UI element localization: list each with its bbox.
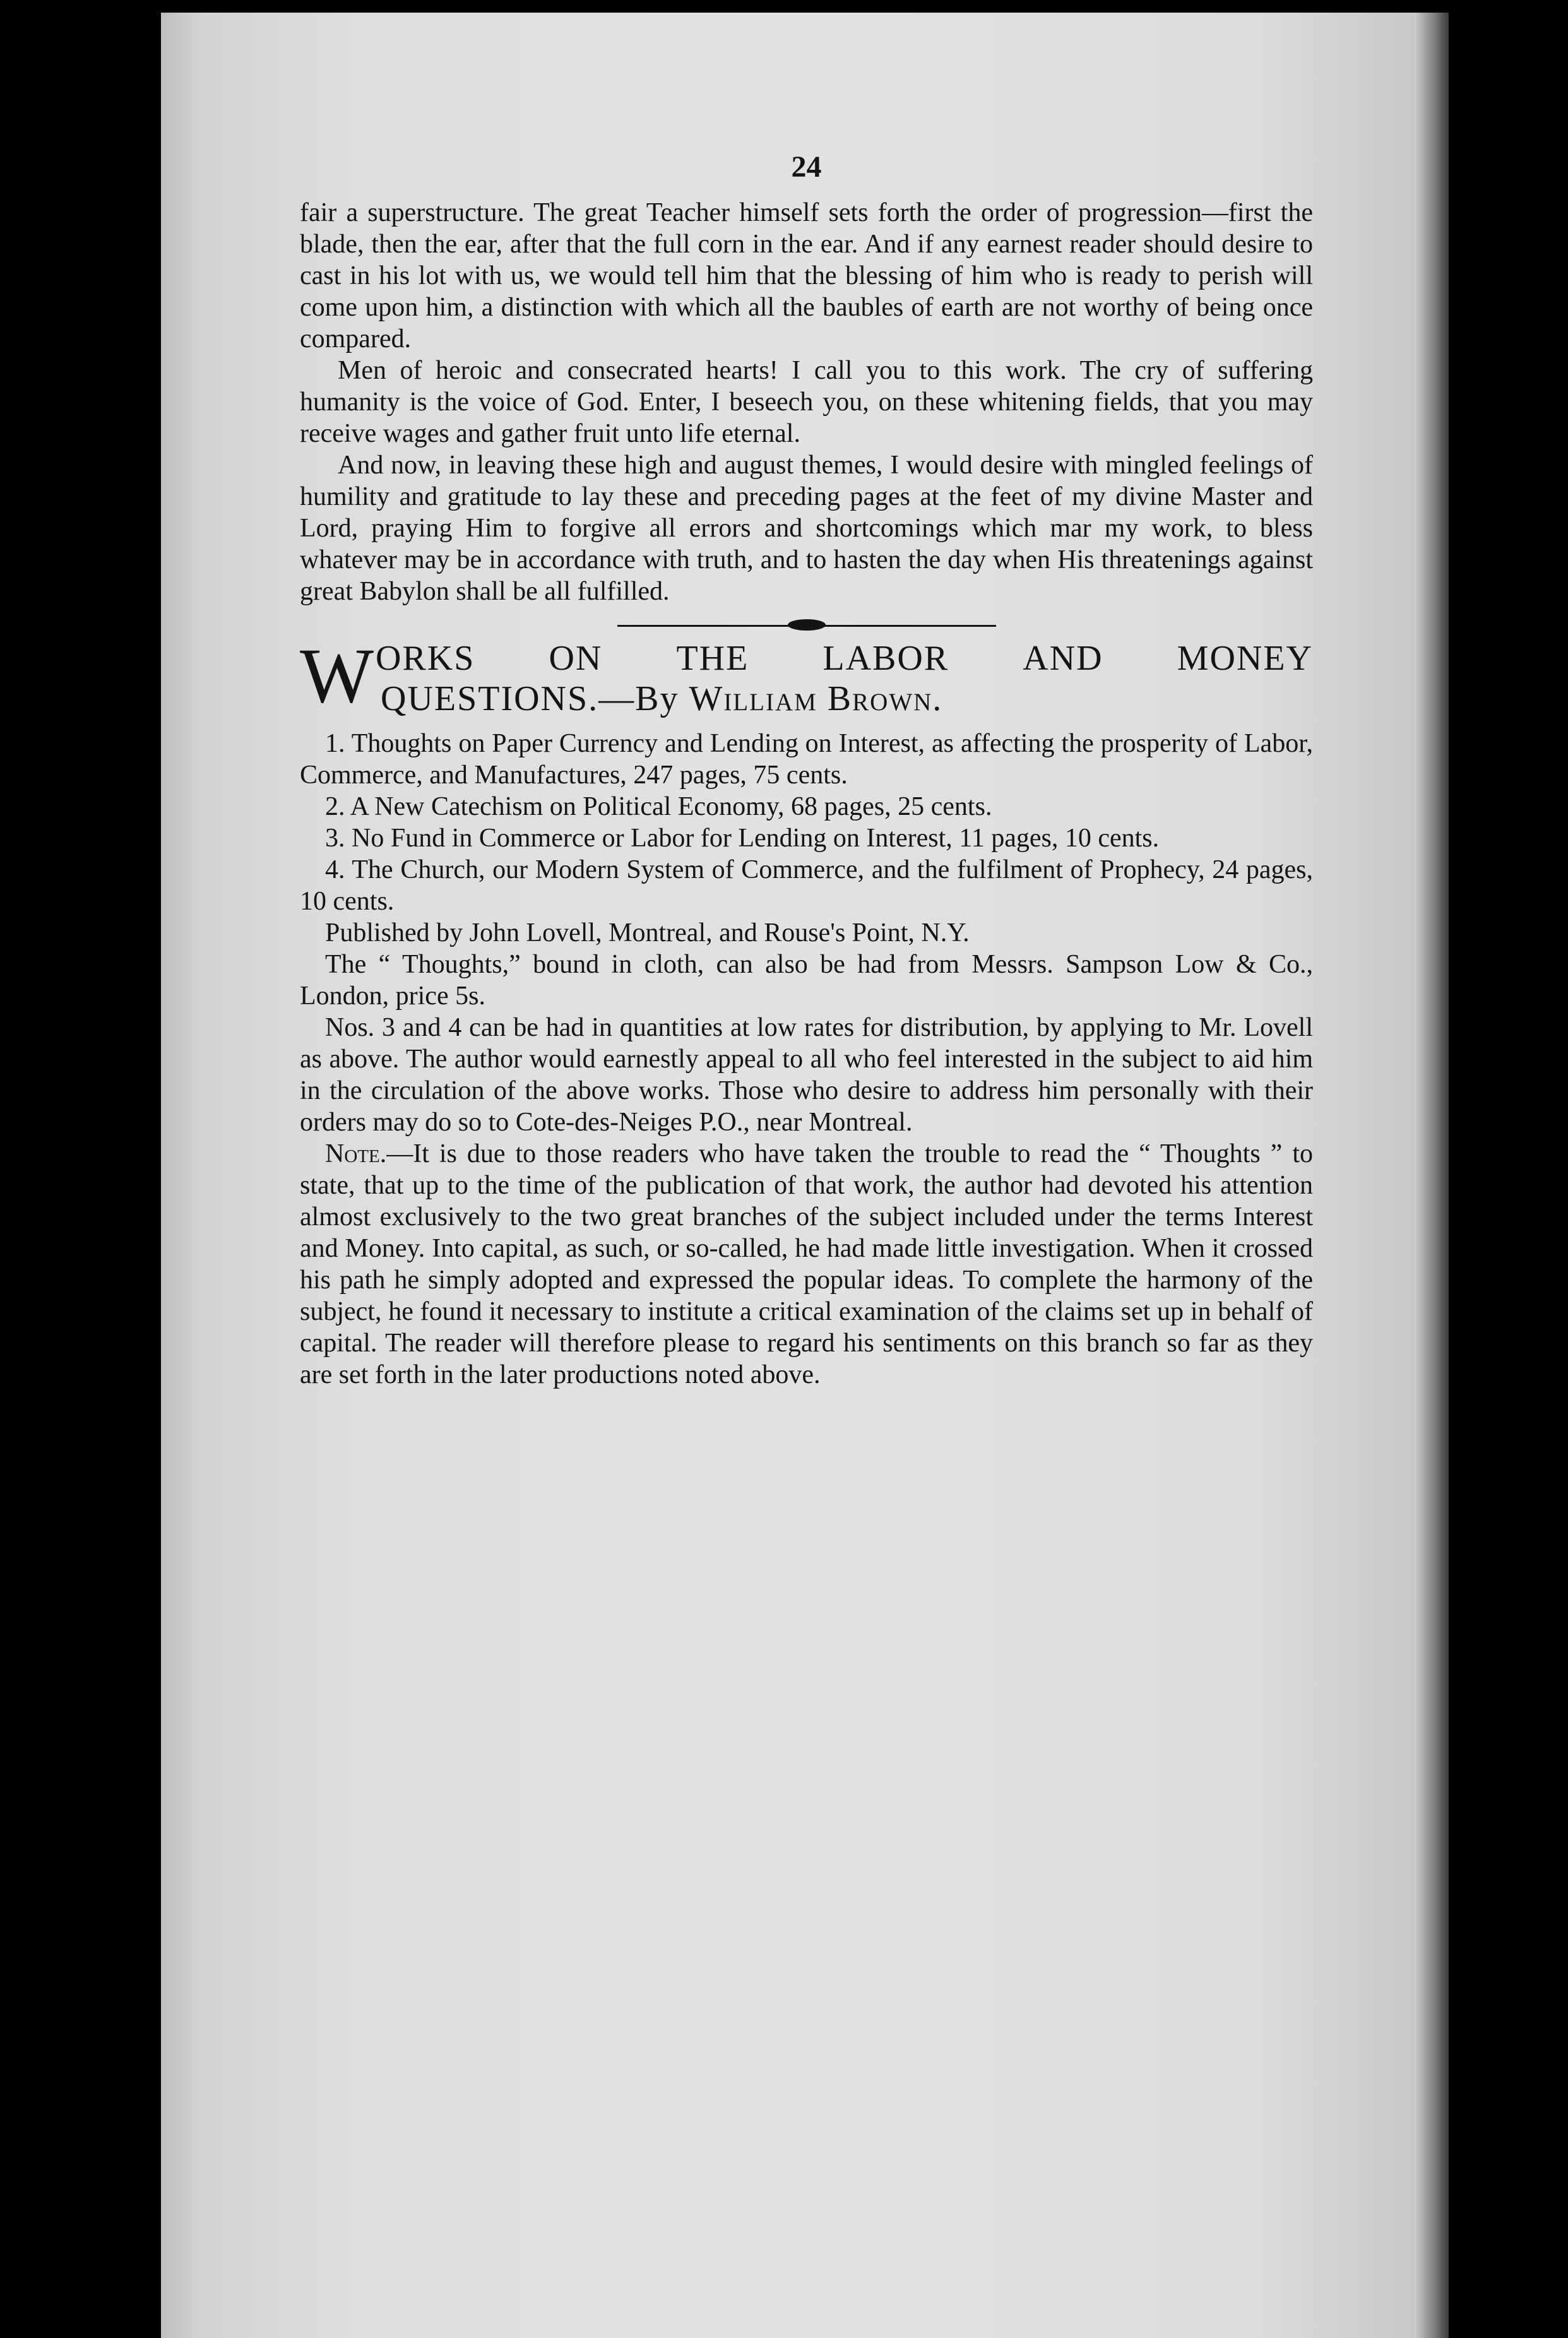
distribution-note: Nos. 3 and 4 can be had in quantities at low rates for distribution, by applying to Mr. Lovell as above. The author would earnestly appeal to all who feel interested in the subject to aid him in the circulation of the above works. Those who desire to address him personally with their orders may do so to Cote-des-Neiges P.O., near Montreal. — [300, 1013, 1313, 1137]
note-label: Note. — [325, 1139, 387, 1168]
heading-line-2 — [376, 679, 1313, 719]
heading-word-3: THE — [676, 639, 749, 678]
heading-word-2: ON — [549, 639, 603, 678]
paragraph-2: Men of heroic and consecrated hearts! I call you to this work. The cry of suffering humanity is the voice of God. Enter, I beseech you, on these whitening fields, that you may receive wages and gather fruit unto life eternal. — [300, 356, 1313, 448]
heading-questions: QUESTIONS.—By — [381, 679, 689, 718]
page-edge-shadow — [1414, 13, 1449, 2338]
section-divider — [617, 625, 996, 627]
heading-word-5: AND — [1023, 639, 1103, 678]
heading-dropcap: W — [300, 632, 376, 719]
heading-word-1: ORKS — [376, 639, 475, 678]
works-item-1: 1. Thoughts on Paper Currency and Lending on Interest, as affecting the prosperity of Labor, Commerce, and Manufactures, 247 pages, 75 cents. — [300, 729, 1313, 790]
note-paragraph — [300, 1138, 1313, 1391]
works-item-2: 2. A New Catechism on Political Economy, 68 pages, 25 cents. — [325, 792, 992, 821]
paragraph-1: fair a superstructure. The great Teacher himself sets forth the order of progression—first the blade, then the ear, after that the full corn in the ear. And if any earnest reader should desire to cast in his lot with us, we would tell him that the blessing of him who is ready to perish will come upon him, a distinction with which all the baubles of earth are not worthy of being once compared. — [300, 198, 1313, 353]
page-number: 24 — [791, 150, 822, 184]
heading-word-6: MONEY — [1177, 639, 1313, 678]
heading-author: William Brown. — [689, 679, 943, 718]
divider-ornament — [788, 619, 826, 631]
works-item-3: 3. No Fund in Commerce or Labor for Lending on Interest, 11 pages, 10 cents. — [325, 824, 1160, 853]
paragraph-3: And now, in leaving these high and august themes, I would desire with mingled feelings of humility and gratitude to lay these and preceding pages at the feet of my divine Master and Lord, praying Him to forgive all errors and shortcomings which mar my work, to bless whatever may be in accordance with truth, and to hasten the day when His threatenings against great Babylon shall be all fulfilled. — [300, 451, 1313, 606]
heading-line-1 — [376, 638, 1313, 679]
thoughts-availability: The “ Thoughts,” bound in cloth, can also be had from Messrs. Sampson Low & Co., London, price 5s. — [300, 950, 1313, 1011]
works-item-4: 4. The Church, our Modern System of Commerce, and the fulfilment of Prophecy, 24 pages, 10 cents. — [300, 855, 1313, 916]
works-heading — [300, 632, 1313, 719]
page-content — [300, 151, 1313, 1391]
heading-word-4: LABOR — [823, 639, 949, 678]
note-text: —It is due to those readers who have taken the trouble to read the “ Thoughts ” to state, that up to the time of the publication of that work, the author had devoted his attention almost exclusively to the two great branches of the subject included under the terms Interest and Money. Into capital, as such, or so-called, he had made little investigation. When it crossed his path he simply adopted and expressed the popular ideas. To complete the harmony of the subject, he found it necessary to institute a critical examination of the claims set up in behalf of capital. The reader will therefore please to regard his sentiments on this branch so far as they are set forth in the later productions noted above. — [300, 1139, 1313, 1389]
publisher-line: Published by John Lovell, Montreal, and Rouse's Point, N.Y. — [325, 918, 970, 947]
